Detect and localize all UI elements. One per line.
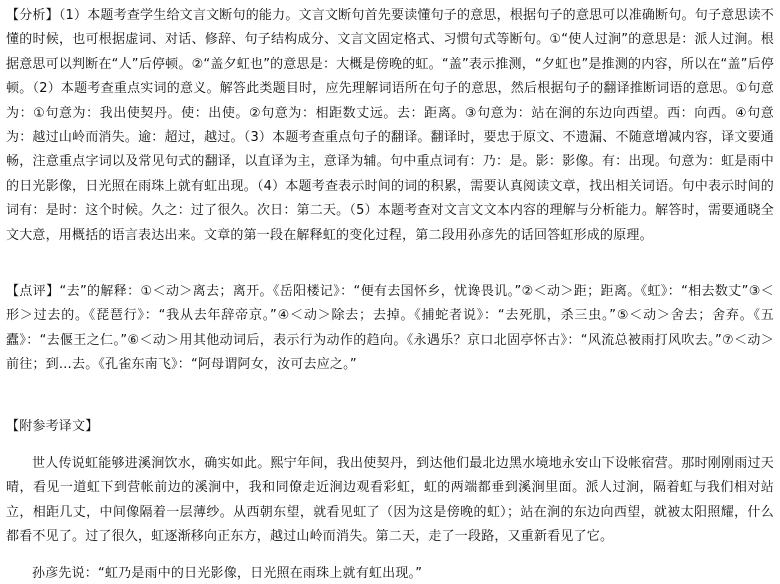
comment-section	[6, 280, 774, 378]
analysis-section	[6, 4, 774, 248]
analysis-text: （1）本题考查学生给文言文断句的能力。文言文断句首先要读懂句子的意思，根据句子的意思可以准确断句。句子意思读不懂的时候，也可根据虚词、对话、修辞、句子结构成分、文言文固定格式、习惯句式等断句。①“使人过涧”的意思是：派人过涧。根据意思可以判断在“人”后停顿。②“盖夕虹也”的意思是：大概是傍晚的虹。“盖”表示推测，“夕虹也”是推测的内容，所以在“盖”后停顿。（2）本题考查重点实词的意义。解答此类题目时，应先理解词语所在句子的意思，然后根据句子的翻译推断词语的意思。①句意为：①句意为：我出使契丹。使：出使。②句意为：相距数丈远。去：距离。③句意为：站在涧的东边向西望。西：向西。④句意为：越过山岭而消失。逾：超过，越过。（3）本题考查重点句子的翻译。翻译时，要忠于原文、不遗漏、不随意增减内容，译文要通畅，注意重点字词以及常见句式的翻译，以直译为主，意译为辅。句中重点词有：乃：是。影：影像。有：出现。句意为：虹是雨中的日光影像，日光照在雨珠上就有虹出现。（4）本题考查表示时间的词的积累，需要认真阅读文章，找出相关词语。句中表示时间的词有：是时：这个时候。久之：过了很久。次日：第二天。（5）本题考查对文言文文本内容的理解与分析能力。解答时，需要通晓全文大意，用概括的语言表达出来。文章的第一段在解释虹的变化过程，第二段用孙彦先的话回答虹形成的原理。	[6, 8, 774, 243]
translation-paragraph: 世人传说虹能够进溪涧饮水，确实如此。熙宁年间，我出使契丹，到达他们最北边黑水境地永安山下设帐宿营。那时刚刚雨过天晴，看见一道虹下到营帐前边的溪涧中，我和同僚走近涧边观看彩虹，虹的两端都垂到溪涧里面。派人过涧，隔着虹与我们相对站立，相距几丈，中间像隔着一层薄纱。从西朝东望，就看见虹了（因为这是傍晚的虹）；站在涧的东边向西望，就被太阳照耀，什么都看不见了。过了很久，虹逐渐移向正东方，越过山岭而消失。第二天，走了一段路，又重新看见了它。	[6, 456, 774, 545]
sun-yanxian-quote: 孙彦先说：“虹乃是雨中的日光影像，日光照在雨珠上就有虹出现。”	[32, 566, 423, 581]
appendix-title: 【附参考译文】	[6, 419, 99, 434]
analysis-tag: 【分析】	[6, 8, 59, 23]
comment-text: “去”的解释：①＜动＞离去；离开。《岳阳楼记》：“便有去国怀乡，忧谗畏讥。”②＜动＞距；距离。《虹》：“相去数丈”③＜形＞过去的。《琵琶行》：“我从去年辞帝京。”④＜动＞除去；去掉。《捕蛇者说》：“去死肌，杀三虫。”⑤＜动＞舍去；舍弃。《五蠹》：“去偃王之仁。”⑥＜动＞用其他动词后，表示行为动作的趋向。《永遇乐？京口北固亭怀古》：“风流总被雨打风吹去。”⑦＜动＞前往；到…去。《孔雀东南飞》：“阿母谓阿女，汝可去应之。”	[6, 284, 774, 373]
comment-tag: 【点评】	[6, 284, 60, 299]
